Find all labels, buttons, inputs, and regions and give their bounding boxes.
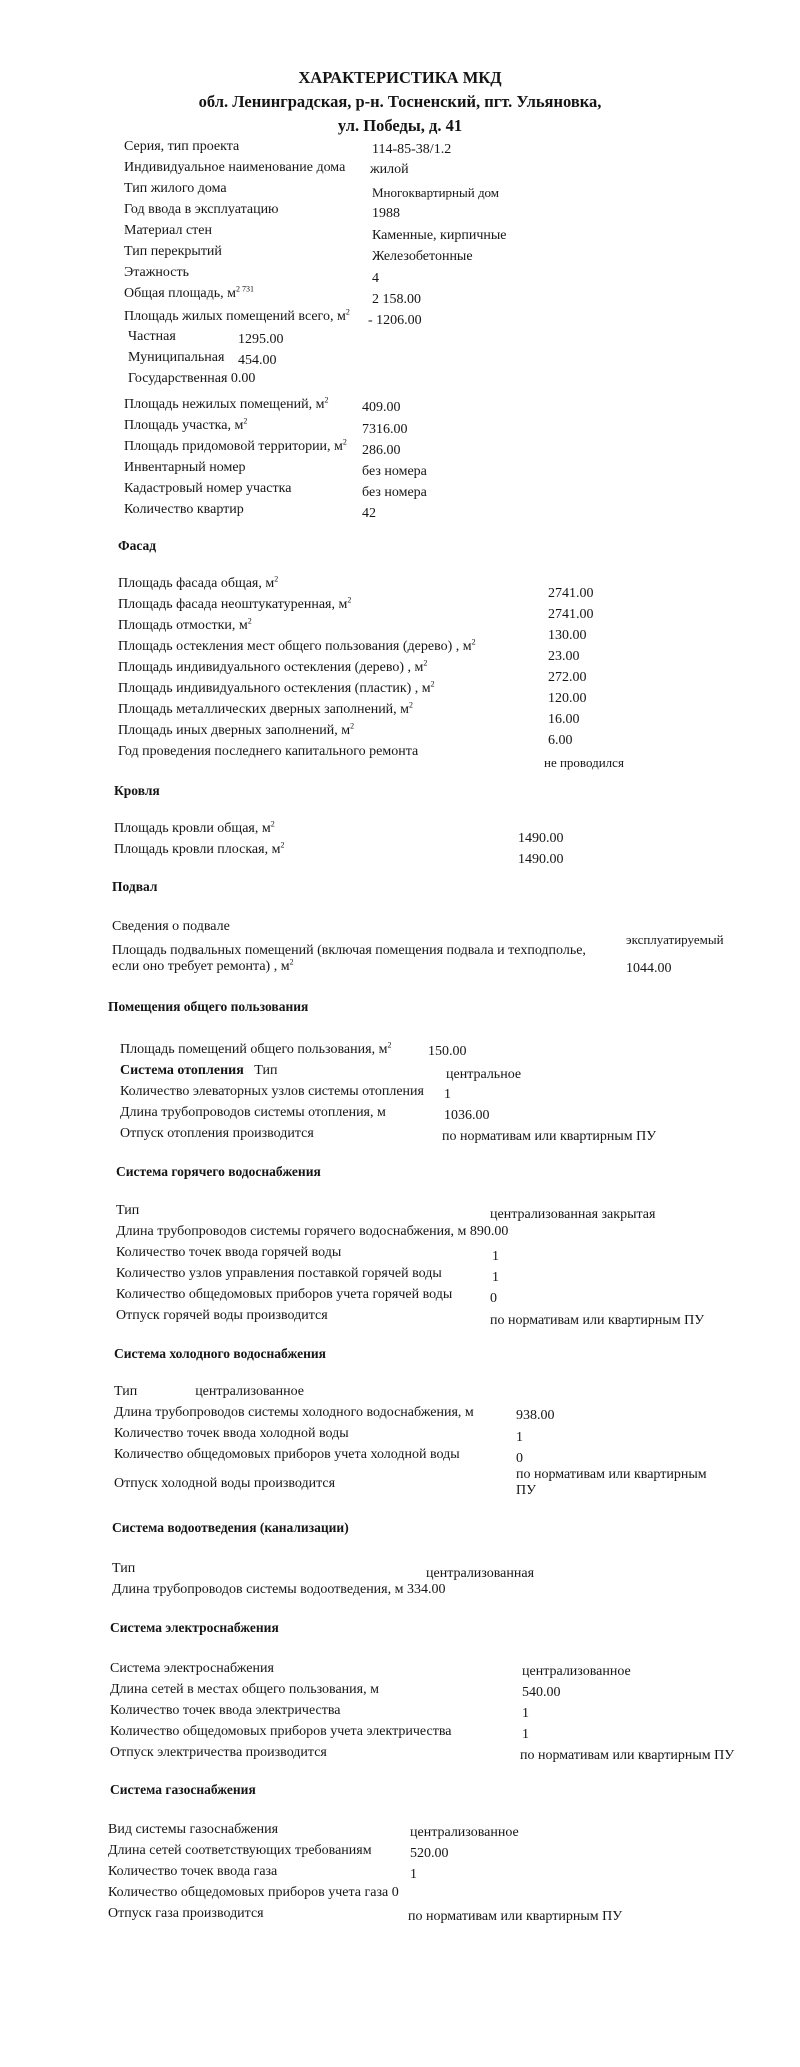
plot-area-value: 7316.00 [362, 422, 408, 437]
year-value: 1988 [372, 206, 400, 221]
electricity-supply-label: Отпуск электричества производится [110, 1745, 327, 1760]
total-area-label: Общая площадь, $м^{2 731}$ [124, 284, 255, 301]
electricity-inputs-label: Количество точек ввода электричества [110, 1703, 341, 1718]
gas-kind-value: централизованное [410, 1825, 519, 1840]
yard-area-value: 286.00 [362, 443, 401, 458]
yard-area-label: Площадь придомовой территории, $м^2$ [124, 437, 347, 454]
facade-unplastered-area-value: 2741.00 [548, 607, 594, 622]
nonliving-area-label: Площадь нежилых помещений, $м^2$ [124, 395, 329, 412]
roof-flat-area-value: 1490.00 [518, 852, 564, 867]
series-value: 114-85-38/1.2 [372, 142, 452, 157]
electricity-length-label: Длина сетей в местах общего пользования, м [110, 1682, 379, 1697]
total-area-value: 2 158.00 [372, 292, 421, 307]
individual-glazing-plastic-value: 120.00 [548, 691, 587, 706]
cold-water-inputs-label: Количество точек ввода холодной воды [114, 1426, 349, 1441]
hot-water-meters-value: 0 [490, 1291, 497, 1306]
heating-type-value: центральное [446, 1067, 522, 1082]
blind-area-label: Площадь отмостки, $м^2$ [118, 616, 252, 633]
basement-info-label: Сведения о подвале [112, 919, 230, 934]
heating-supply-label: Отпуск отопления производится [120, 1126, 314, 1141]
state-label: Государственная 0.00 [128, 371, 256, 386]
municipal-value: 454.00 [238, 353, 277, 368]
individual-name-value: жилой [370, 162, 409, 177]
house-type-value: Многоквартирный дом [372, 185, 500, 200]
heating-pipes-label: Длина трубопроводов системы отопления, м [120, 1105, 386, 1120]
hot-water-inputs-label: Количество точек ввода горячей воды [116, 1245, 342, 1260]
facade-heading: Фасад [118, 538, 157, 553]
hot-water-inputs-value: 1 [492, 1249, 499, 1264]
metal-doors-label: Площадь металлических дверных заполнений, $м^2$ [118, 700, 414, 717]
cold-water-supply-label: Отпуск холодной воды производится [114, 1476, 336, 1491]
common-glazing-label: Площадь остекления мест общего пользования (дерево) , $м^2$ [118, 637, 476, 654]
year-label: Год ввода в эксплуатацию [124, 202, 279, 217]
hot-water-meters-label: Количество общедомовых приборов учета горячей воды [116, 1287, 453, 1302]
series-label: Серия, тип проекта [124, 139, 240, 154]
sewage-pipes-label: Длина трубопроводов системы водоотведения, м 334.00 [112, 1582, 446, 1597]
basement-info-value: эксплуатируемый [626, 932, 724, 947]
hot-water-nodes-value: 1 [492, 1270, 499, 1285]
wall-material-value: Каменные, кирпичные [372, 228, 507, 243]
gas-supply-label: Отпуск газа производится [108, 1906, 264, 1921]
basement-area-value: 1044.00 [626, 961, 672, 976]
gas-heading: Система газоснабжения [110, 1782, 256, 1797]
individual-glazing-wood-label: Площадь индивидуального остекления (дерево) , $м^2$ [118, 658, 428, 675]
gas-length-label: Длина сетей соответствующих требованиям [108, 1843, 372, 1858]
electricity-inputs-value: 1 [522, 1706, 529, 1721]
cold-water-pipes-value: 938.00 [516, 1408, 555, 1423]
cold-water-pipes-label: Длина трубопроводов системы холодного водоснабжения, м [114, 1405, 474, 1420]
facade-total-area-value: 2741.00 [548, 586, 594, 601]
gas-kind-label: Вид системы газоснабжения [108, 1822, 279, 1837]
house-type-label: Тип жилого дома [124, 181, 227, 196]
roof-flat-area-label: Площадь кровли плоская, $м^2$ [114, 840, 285, 857]
other-doors-value: 6.00 [548, 733, 573, 748]
cold-water-heading: Система холодного водоснабжения [114, 1346, 326, 1361]
last-repair-year-value: не проводился [544, 755, 624, 770]
electricity-length-value: 540.00 [522, 1685, 561, 1700]
cold-water-supply-value: по нормативам или квартирным [516, 1467, 707, 1482]
electricity-system-label: Система электроснабжения [110, 1661, 274, 1676]
common-area-value: 150.00 [428, 1044, 467, 1059]
cold-water-type-label: Тип централизованное [114, 1384, 304, 1399]
sewage-type-label: Тип [112, 1561, 136, 1576]
gas-meters-label: Количество общедомовых приборов учета газа 0 [108, 1885, 399, 1900]
electricity-meters-label: Количество общедомовых приборов учета электричества [110, 1724, 452, 1739]
heating-elevators-value: 1 [444, 1087, 451, 1102]
flats-count-value: 42 [362, 506, 376, 521]
hot-water-heading: Система горячего водоснабжения [116, 1164, 321, 1179]
hot-water-pipes-label: Длина трубопроводов системы горячего водоснабжения, м 890.00 [116, 1224, 509, 1239]
document-title: ХАРАКТЕРИСТИКА МКД [298, 68, 502, 87]
storeys-value: 4 [372, 271, 379, 286]
living-area-label: Площадь жилых помещений всего, $м^2$ [124, 307, 350, 324]
cold-water-supply-value-continued: ПУ [516, 1483, 537, 1498]
heating-pipes-value: 1036.00 [444, 1108, 490, 1123]
cadastral-number-label: Кадастровый номер участка [124, 481, 292, 496]
metal-doors-value: 16.00 [548, 712, 580, 727]
last-repair-year-label: Год проведения последнего капитального ремонта [118, 744, 419, 759]
gas-length-value: 520.00 [410, 1846, 449, 1861]
document-address-line: обл. Ленинградская, р-н. Тосненский, пгт. Ульяновка, [198, 92, 602, 111]
common-area-label: Площадь помещений общего пользования, $м^2$ [120, 1040, 392, 1057]
plot-area-label: Площадь участка, $м^2$ [124, 416, 248, 433]
hot-water-nodes-label: Количество узлов управления поставкой горячей воды [116, 1266, 442, 1281]
electricity-meters-value: 1 [522, 1727, 529, 1742]
wall-material-label: Материал стен [124, 223, 212, 238]
sewage-heading: Система водоотведения (канализации) [112, 1520, 349, 1535]
other-doors-label: Площадь иных дверных заполнений, $м^2$ [118, 721, 355, 738]
floor-type-value: Железобетонные [372, 249, 473, 264]
electricity-supply-value: по нормативам или квартирным ПУ [520, 1748, 735, 1763]
roof-total-area-value: 1490.00 [518, 831, 564, 846]
roof-heading: Кровля [114, 783, 160, 798]
hot-water-supply-value: по нормативам или квартирным ПУ [490, 1313, 705, 1328]
living-area-value: - 1206.00 [368, 313, 422, 328]
private-value: 1295.00 [238, 332, 284, 347]
heating-elevators-label: Количество элеваторных узлов системы отопления [120, 1084, 424, 1099]
storeys-label: Этажность [124, 265, 189, 280]
hot-water-supply-label: Отпуск горячей воды производится [116, 1308, 328, 1323]
hot-water-type-value: централизованная закрытая [490, 1207, 656, 1222]
electricity-heading: Система электроснабжения [110, 1620, 279, 1635]
gas-inputs-value: 1 [410, 1867, 417, 1882]
facade-total-area-label: Площадь фасада общая, $м^2$ [118, 574, 279, 591]
gas-inputs-label: Количество точек ввода газа [108, 1864, 278, 1879]
common-premises-heading: Помещения общего пользования [108, 999, 309, 1014]
sewage-type-value: централизованная [426, 1566, 535, 1581]
cadastral-number-value: без номера [362, 485, 427, 500]
private-label: Частная [128, 329, 176, 344]
heating-system-label: Система отопления Тип [120, 1063, 278, 1078]
individual-name-label: Индивидуальное наименование дома [124, 160, 346, 175]
cold-water-meters-value: 0 [516, 1451, 523, 1466]
cold-water-meters-label: Количество общедомовых приборов учета холодной воды [114, 1447, 460, 1462]
floor-type-label: Тип перекрытий [124, 244, 222, 259]
flats-count-label: Количество квартир [124, 502, 244, 517]
basement-heading: Подвал [112, 879, 158, 894]
electricity-system-value: централизованное [522, 1664, 631, 1679]
blind-area-value: 130.00 [548, 628, 587, 643]
roof-total-area-label: Площадь кровли общая, $м^2$ [114, 819, 275, 836]
cold-water-inputs-value: 1 [516, 1430, 523, 1445]
document-street-line: ул. Победы, д. 41 [337, 116, 463, 135]
gas-supply-value: по нормативам или квартирным ПУ [408, 1909, 623, 1924]
inventory-number-label: Инвентарный номер [124, 460, 246, 475]
individual-glazing-plastic-label: Площадь индивидуального остекления (пластик) , $м^2$ [118, 679, 435, 696]
basement-area-label: Площадь подвальных помещений (включая помещения подвала и техподполье, [112, 943, 586, 958]
heating-supply-value: по нормативам или квартирным ПУ [442, 1129, 657, 1144]
basement-area-label-continued: если оно требует ремонта) , $м^2$ [112, 957, 294, 974]
municipal-label: Муниципальная [128, 350, 225, 365]
nonliving-area-value: 409.00 [362, 400, 401, 415]
hot-water-type-label: Тип [116, 1203, 140, 1218]
common-glazing-value: 23.00 [548, 649, 580, 664]
facade-unplastered-area-label: Площадь фасада неоштукатуренная, $м^2$ [118, 595, 352, 612]
individual-glazing-wood-value: 272.00 [548, 670, 587, 685]
inventory-number-value: без номера [362, 464, 427, 479]
